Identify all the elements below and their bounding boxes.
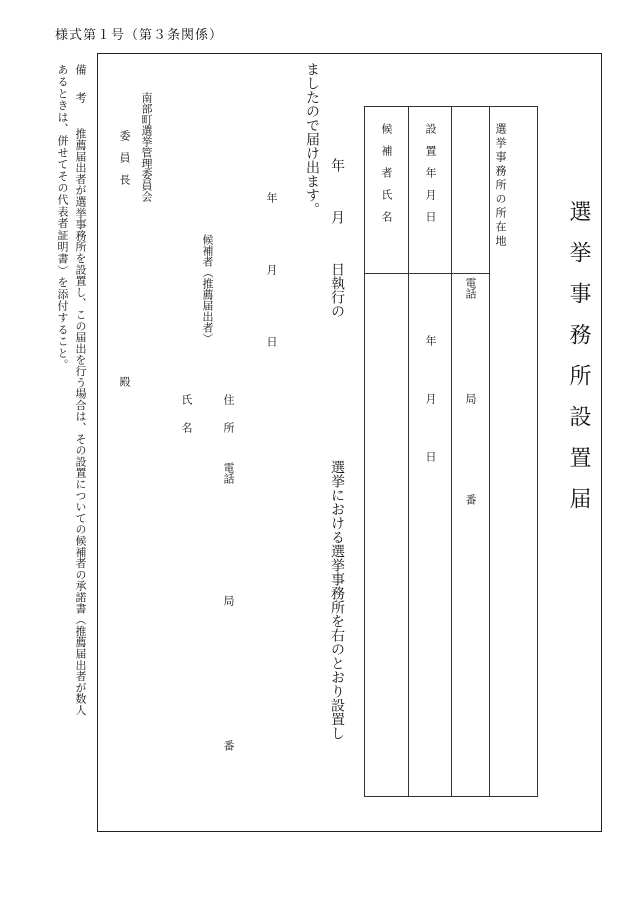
address-label: 住 所 (222, 394, 235, 436)
header-location: 選挙事務所の所在地 (494, 123, 507, 249)
setup-date-year: 年 (424, 335, 437, 346)
setup-date-month: 月 (424, 393, 437, 404)
body-election-day: 日執行の (329, 262, 345, 318)
header-date: 設置年月日 (424, 123, 437, 233)
table-header-divider (365, 273, 489, 274)
recipient-committee: 南部町選挙管理委員会 (140, 92, 153, 202)
location-phone-number: 番 (464, 494, 477, 505)
body-month: 月 (329, 210, 345, 224)
submission-day: 日 (265, 336, 278, 347)
recipient-honorific: 殿 (118, 376, 131, 387)
setup-date-day: 日 (424, 451, 437, 462)
remarks-line2: あるときは、併せてその代表者証明書）を添付すること。 (56, 64, 69, 371)
location-phone-label: 電話 (464, 277, 477, 299)
name-label: 氏 名 (180, 394, 193, 436)
table-col-divider (408, 107, 409, 796)
recipient-chairman: 委 員 長 (118, 130, 131, 185)
applicant-role: 候補者（推薦届出者） (201, 234, 214, 344)
submission-month: 月 (265, 264, 278, 275)
applicant-phone-number: 番 (222, 740, 235, 751)
info-table (364, 106, 538, 797)
body-year: 年 (329, 158, 345, 172)
location-phone-exchange: 局 (464, 393, 477, 404)
body-statement-end: ましたので届け出ます。 (304, 62, 320, 216)
body-statement: 選挙における選挙事務所を右のとおり設置し (329, 460, 345, 740)
remarks-line1: 推薦届出者が選挙事務所を設置し、この届出を行う場合は、その設置についての候補者の承諾書（推薦届出者が数人 (74, 128, 87, 716)
applicant-phone-exchange: 局 (222, 595, 235, 606)
table-col-divider (451, 107, 452, 796)
applicant-phone-label: 電話 (222, 462, 235, 484)
form-number-label: 様式第１号（第３条関係） (55, 28, 224, 43)
remarks-label: 備 考 (74, 64, 87, 106)
submission-year: 年 (265, 192, 278, 203)
table-col-divider (489, 107, 490, 796)
form-title: 選挙事務所設置届 (566, 200, 591, 528)
header-candidate-name: 候補者氏名 (380, 123, 393, 233)
